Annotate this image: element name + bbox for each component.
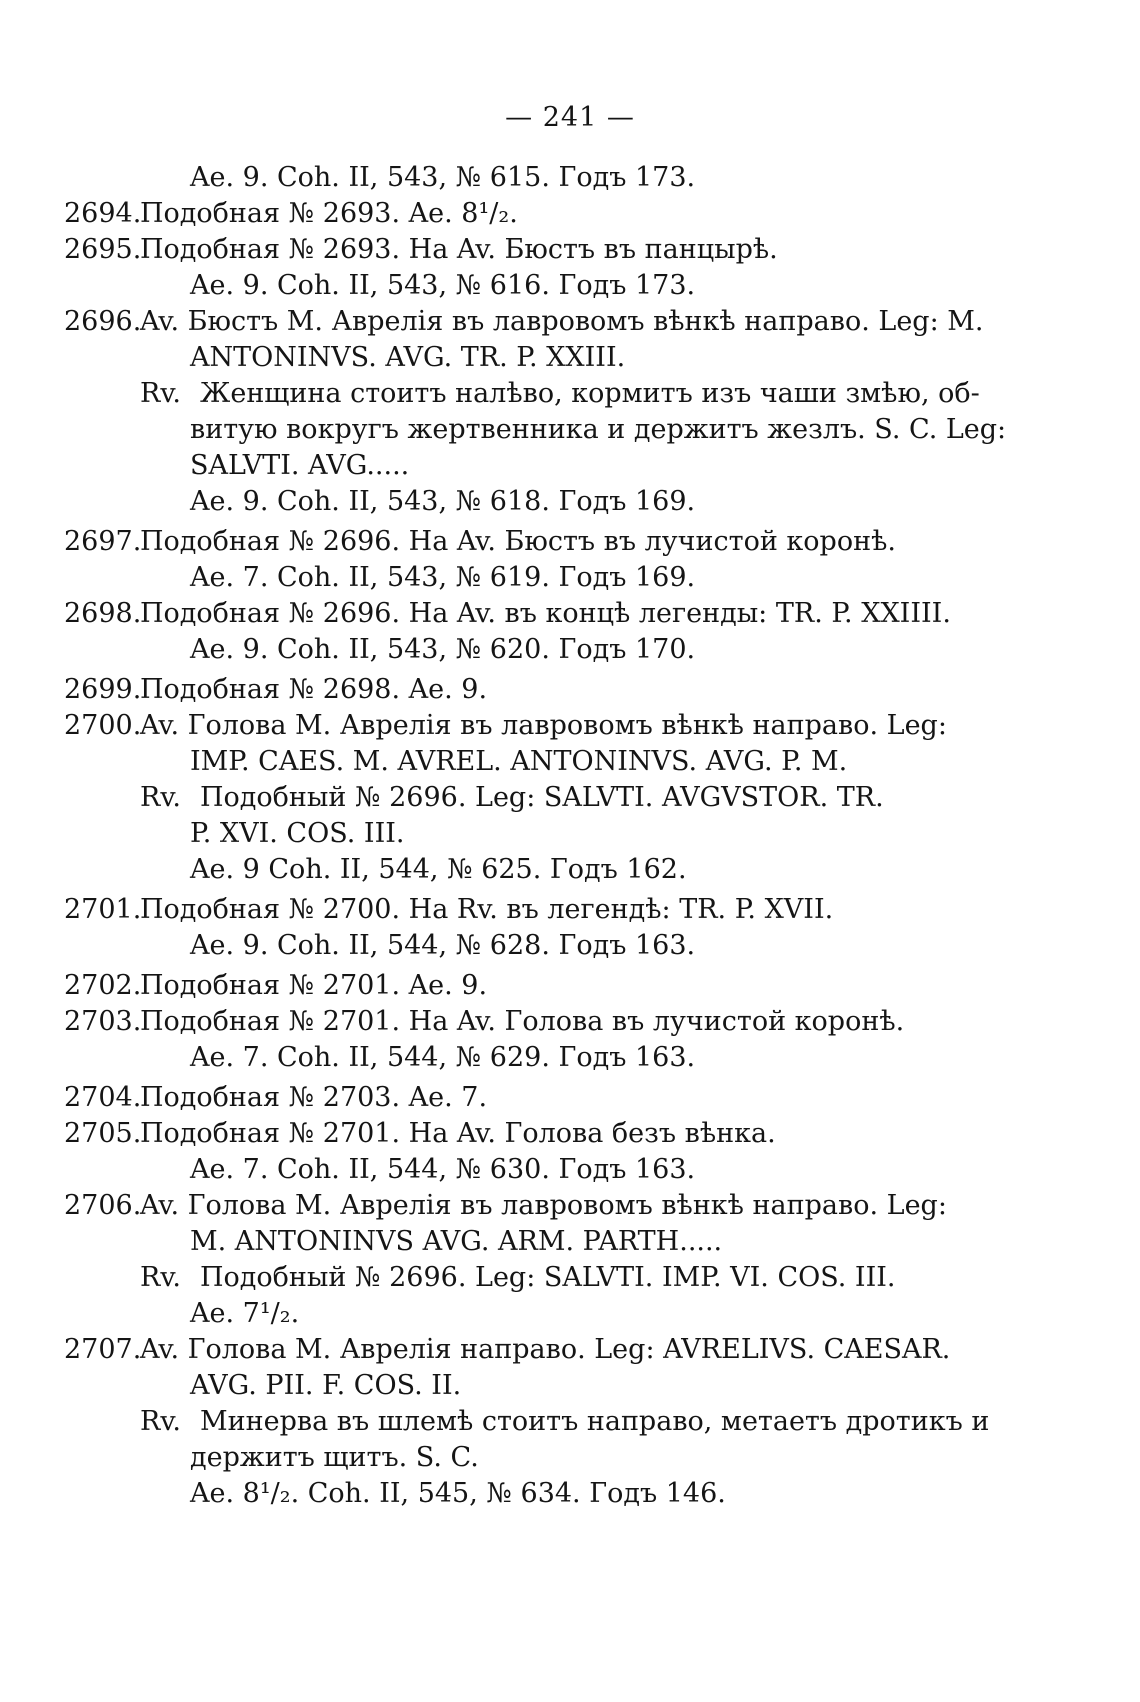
entry-text: Подобная № 2701. На Av. Голова въ лучистой коронѣ. — [140, 1006, 905, 1037]
entry-number: 2704. — [64, 1082, 142, 1113]
entry-text: Подобный № 2696. Leg: SALVTI. AVGVSTOR. TR. — [200, 782, 884, 813]
entry-text: Подобная № 2698. Ae. 9. — [140, 674, 488, 705]
catalog-line — [0, 1004, 1140, 1040]
catalog-line — [0, 744, 1140, 780]
catalog-line — [0, 1440, 1140, 1476]
catalog-line — [0, 852, 1140, 888]
coin-catalog — [0, 160, 1140, 1512]
catalog-line — [0, 232, 1140, 268]
catalog-line — [0, 1296, 1140, 1332]
side-label: Rv. — [140, 1262, 181, 1293]
entry-number: 2694. — [64, 198, 142, 229]
catalog-line — [0, 1260, 1140, 1296]
entry-number: 2700. — [64, 710, 142, 741]
catalog-line — [0, 304, 1140, 340]
entry-text: Ae. 9. Coh. II, 543, № 620. Годъ 170. — [190, 634, 696, 665]
entry-number: 2702. — [64, 970, 142, 1001]
catalog-line — [0, 196, 1140, 232]
catalog-line — [0, 928, 1140, 964]
entry-text: Av. Голова М. Аврелія въ лавровомъ вѣнкѣ направо. Leg: — [140, 710, 947, 741]
entry-text: Женщина стоитъ налѣво, кормитъ изъ чаши змѣю, об- — [200, 378, 980, 409]
entry-text: держитъ щитъ. S. C. — [190, 1442, 479, 1473]
entry-text: Ae. 9. Coh. II, 543, № 615. Годъ 173. — [190, 162, 696, 193]
entry-number: 2701. — [64, 894, 142, 925]
entry-number: 2698. — [64, 598, 142, 629]
entry-text: Ae. 7¹/₂. — [190, 1298, 300, 1329]
entry-text: Av. Бюстъ М. Аврелія въ лавровомъ вѣнкѣ направо. Leg: M. — [140, 306, 984, 337]
catalog-line — [0, 708, 1140, 744]
entry-text: Ae. 7. Coh. II, 544, № 630. Годъ 163. — [190, 1154, 696, 1185]
catalog-line — [0, 892, 1140, 928]
entry-text: Подобная № 2696. На Av. въ концѣ легенды: TR. P. XXIIII. — [140, 598, 951, 629]
entry-text: витую вокругъ жертвенника и держитъ жезлъ. S. C. Leg: — [190, 414, 1007, 445]
catalog-line — [0, 632, 1140, 668]
catalog-line — [0, 484, 1140, 520]
entry-text: M. ANTONINVS AVG. ARM. PARTH..... — [190, 1226, 723, 1257]
catalog-line — [0, 1080, 1140, 1116]
catalog-line — [0, 1152, 1140, 1188]
catalog-line — [0, 780, 1140, 816]
entry-number: 2696. — [64, 306, 142, 337]
entry-text: Подобная № 2693. На Av. Бюстъ въ панцырѣ. — [140, 234, 778, 265]
catalog-line — [0, 412, 1140, 448]
page-number: — 241 — — [505, 102, 635, 133]
entry-text: AVG. PII. F. COS. II. — [190, 1370, 462, 1401]
catalog-line — [0, 448, 1140, 484]
side-label: Rv. — [140, 782, 181, 813]
catalog-line — [0, 340, 1140, 376]
catalog-line — [0, 376, 1140, 412]
entry-text: Ae. 9. Coh. II, 544, № 628. Годъ 163. — [190, 930, 696, 961]
catalog-line — [0, 560, 1140, 596]
entry-text: Av. Голова М. Аврелія въ лавровомъ вѣнкѣ направо. Leg: — [140, 1190, 947, 1221]
entry-text: Подобная № 2693. Ae. 8¹/₂. — [140, 198, 518, 229]
entry-text: Минерва въ шлемѣ стоитъ направо, метаетъ дротикъ и — [200, 1406, 990, 1437]
catalog-line — [0, 1332, 1140, 1368]
catalog-line — [0, 968, 1140, 1004]
entry-number: 2703. — [64, 1006, 142, 1037]
catalog-line — [0, 816, 1140, 852]
entry-number: 2697. — [64, 526, 142, 557]
catalog-line — [0, 268, 1140, 304]
entry-text: Ae. 7. Coh. II, 544, № 629. Годъ 163. — [190, 1042, 696, 1073]
entry-number: 2707. — [64, 1334, 142, 1365]
entry-text: Подобная № 2696. На Av. Бюстъ въ лучистой коронѣ. — [140, 526, 896, 557]
catalog-line — [0, 672, 1140, 708]
catalog-line — [0, 1224, 1140, 1260]
entry-text: Ae. 7. Coh. II, 543, № 619. Годъ 169. — [190, 562, 696, 593]
entry-text: Ae. 8¹/₂. Coh. II, 545, № 634. Годъ 146. — [190, 1478, 726, 1509]
entry-text: Подобная № 2703. Ae. 7. — [140, 1082, 488, 1113]
entry-text: SALVTI. AVG..... — [190, 450, 410, 481]
entry-text: Подобная № 2700. На Rv. въ легендѣ: TR. P. XVII. — [140, 894, 834, 925]
catalog-line — [0, 596, 1140, 632]
catalog-line — [0, 524, 1140, 560]
catalog-line — [0, 1368, 1140, 1404]
catalog-line — [0, 1404, 1140, 1440]
entry-number: 2706. — [64, 1190, 142, 1221]
catalog-line — [0, 1116, 1140, 1152]
side-label: Rv. — [140, 378, 181, 409]
entry-text: Ae. 9 Coh. II, 544, № 625. Годъ 162. — [190, 854, 687, 885]
entry-text: IMP. CAES. M. AVREL. ANTONINVS. AVG. P. M. — [190, 746, 848, 777]
entry-text: Av. Голова М. Аврелія направо. Leg: AVRELIVS. CAESAR. — [140, 1334, 951, 1365]
catalog-line — [0, 160, 1140, 196]
entry-text: P. XVI. COS. III. — [190, 818, 405, 849]
entry-text: Подобная № 2701. На Av. Голова безъ вѣнка. — [140, 1118, 776, 1149]
entry-text: Ae. 9. Coh. II, 543, № 616. Годъ 173. — [190, 270, 696, 301]
entry-text: Ae. 9. Coh. II, 543, № 618. Годъ 169. — [190, 486, 696, 517]
entry-text: ANTONINVS. AVG. TR. P. XXIII. — [190, 342, 626, 373]
entry-text: Подобная № 2701. Ae. 9. — [140, 970, 488, 1001]
entry-number: 2699. — [64, 674, 142, 705]
entry-text: Подобный № 2696. Leg: SALVTI. IMP. VI. COS. III. — [200, 1262, 896, 1293]
catalog-line — [0, 1040, 1140, 1076]
entry-number: 2705. — [64, 1118, 142, 1149]
catalog-line — [0, 1476, 1140, 1512]
catalog-line — [0, 1188, 1140, 1224]
entry-number: 2695. — [64, 234, 142, 265]
side-label: Rv. — [140, 1406, 181, 1437]
